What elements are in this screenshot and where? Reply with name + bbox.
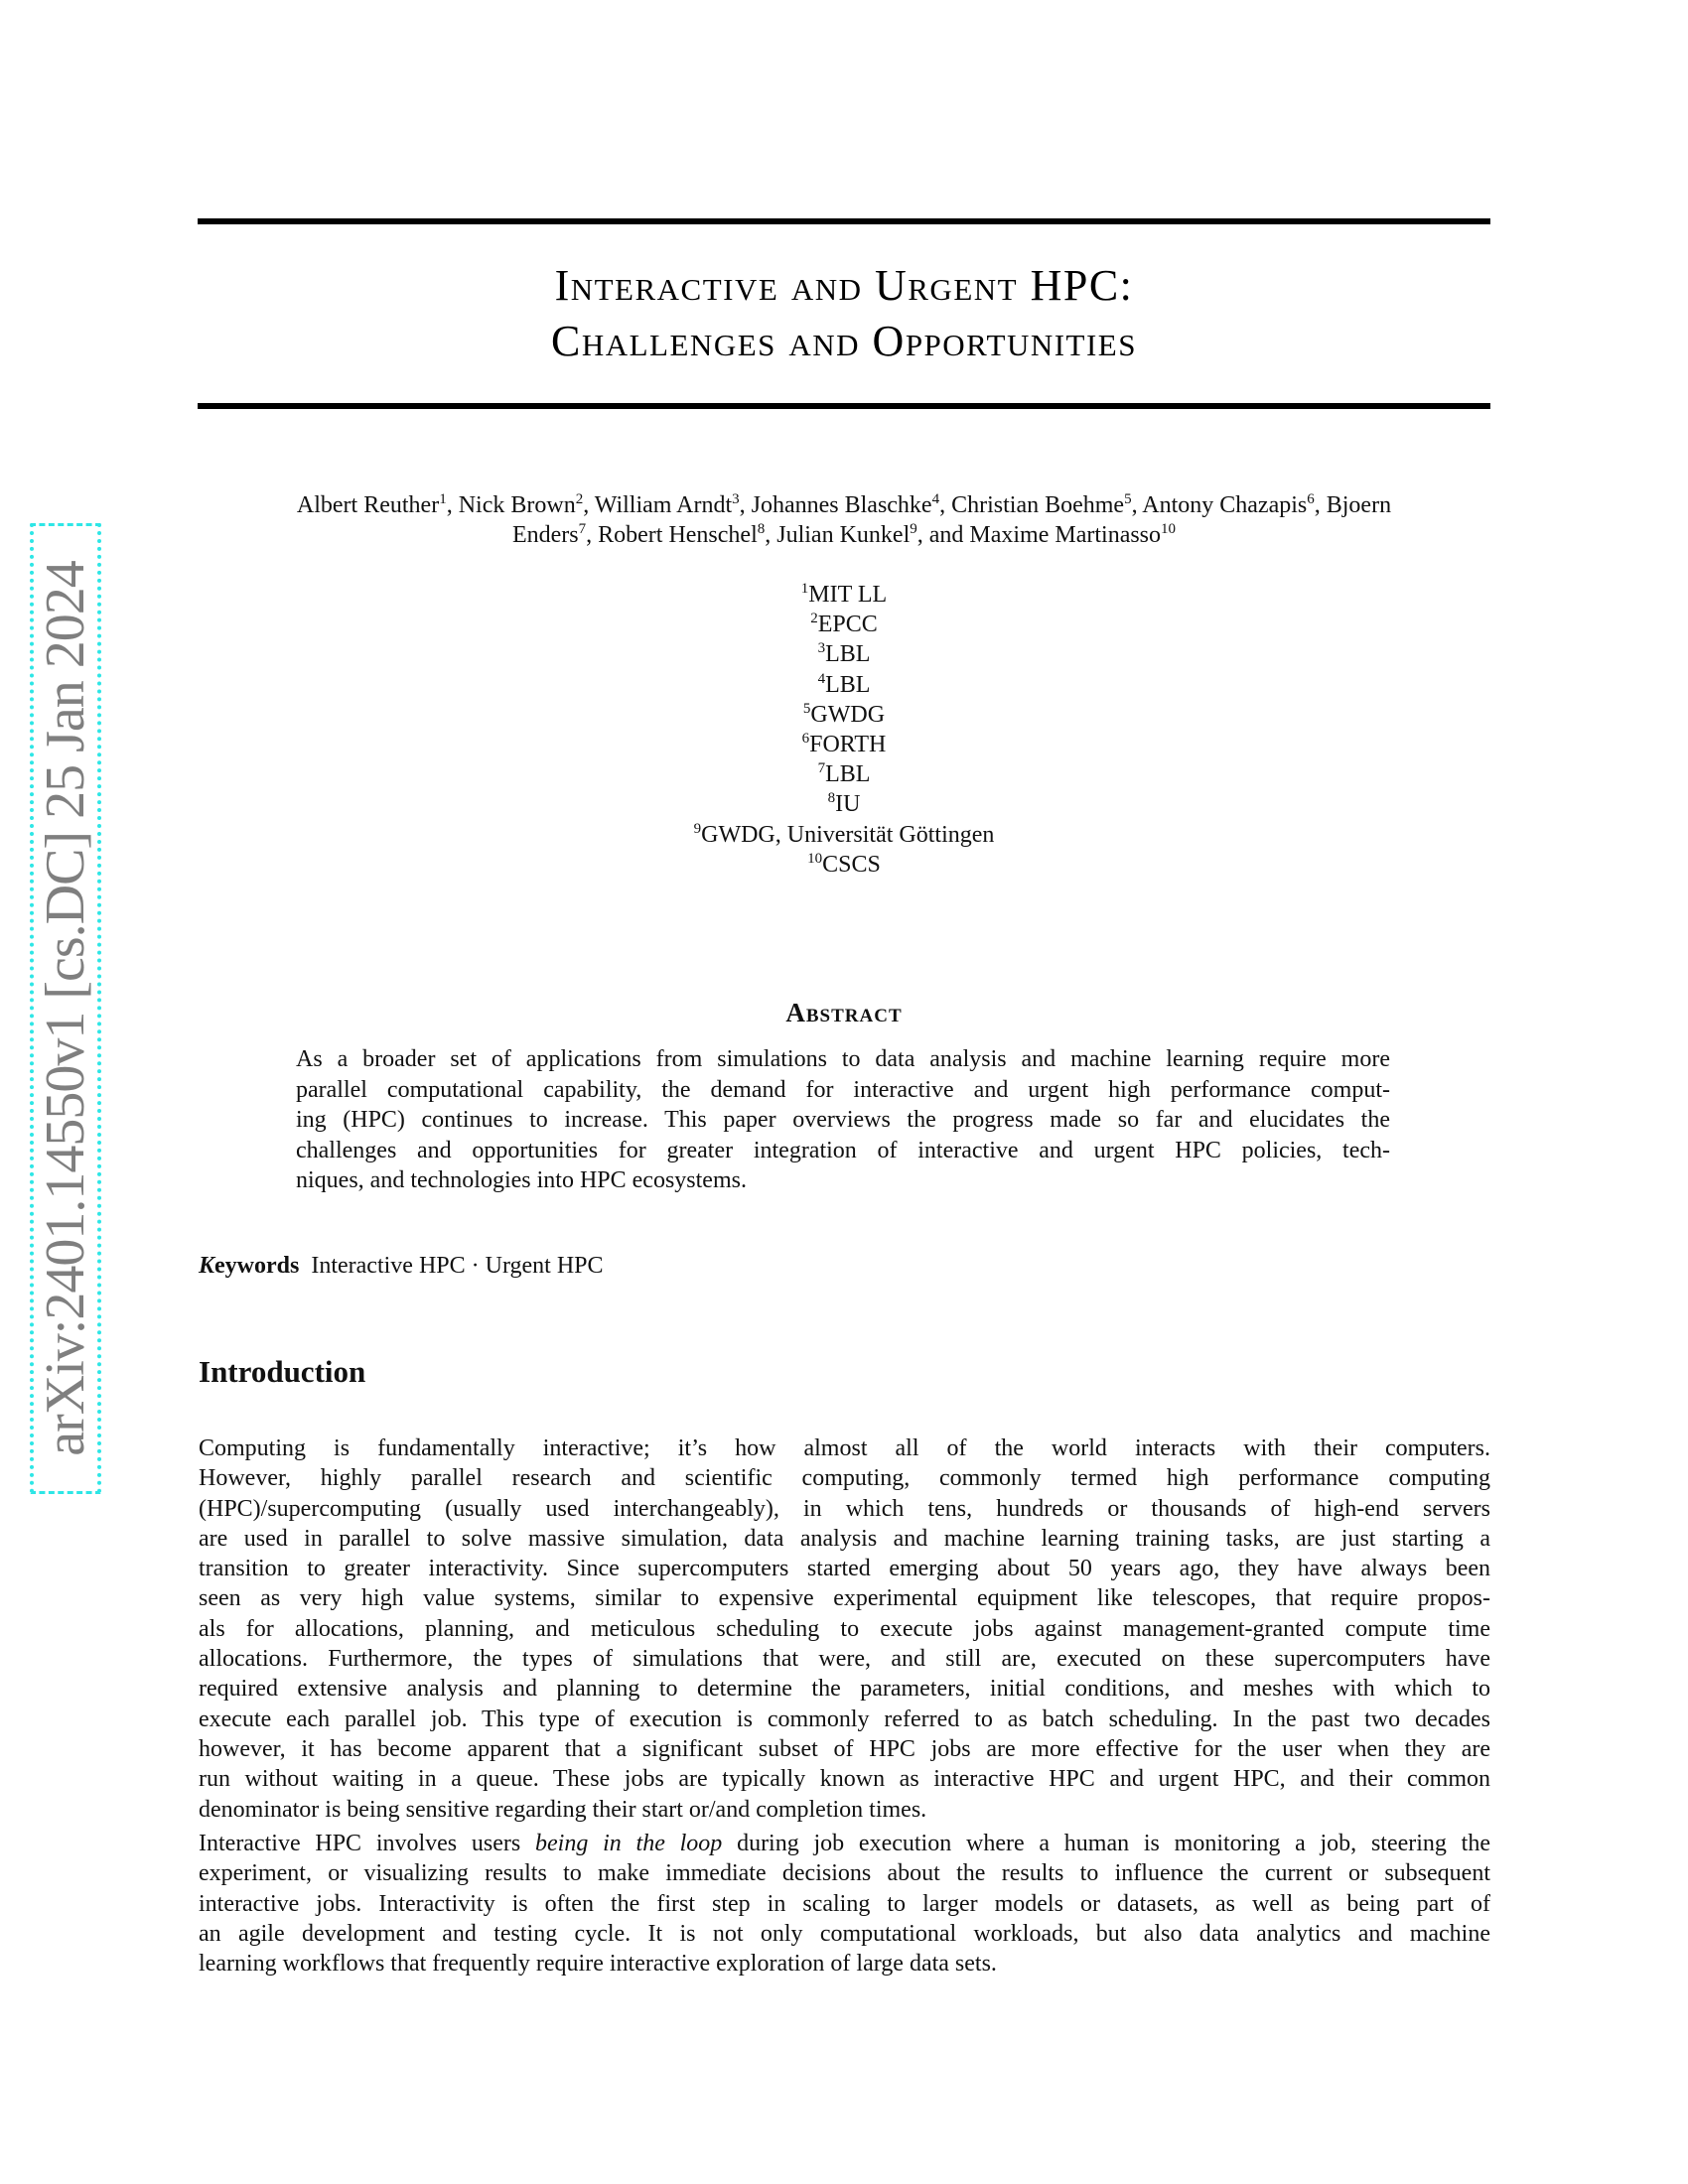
- affiliation-name: GWDG: [810, 701, 886, 728]
- text-line: als for allocations, planning, and meticulous scheduling to execute jobs against management-granted compute time: [199, 1615, 1490, 1642]
- author-conjunction: and: [928, 522, 964, 548]
- author-affiliation-mark: 3: [732, 491, 740, 507]
- author-name: Robert Henschel: [598, 522, 758, 548]
- author-name: Christian Boehme: [951, 492, 1125, 518]
- keywords-list: Interactive HPC · Urgent HPC: [311, 1253, 604, 1279]
- author-name: Julian Kunkel: [776, 522, 911, 548]
- abstract-body: [296, 1044, 1390, 1196]
- affiliation-item: [198, 670, 1490, 700]
- text-line: [199, 1829, 1490, 1858]
- author-name: Albert Reuther: [296, 492, 440, 518]
- abstract-heading: Abstract: [785, 998, 903, 1027]
- intro-paragraph-2: [199, 1829, 1490, 1979]
- text-line: Computing is fundamentally interactive; it’s how almost all of the world interacts with their computers.: [199, 1435, 1490, 1461]
- author-name: Nick Brown: [458, 492, 576, 518]
- text-line: learning workflows that frequently require interactive exploration of large data sets.: [199, 1951, 997, 1978]
- author-affiliation-mark: 8: [757, 521, 766, 537]
- abstract-line: challenges and opportunities for greater integration of interactive and urgent HPC policies, tech-: [296, 1137, 1390, 1163]
- author-affiliation-mark: 2: [575, 491, 584, 507]
- text-line: However, highly parallel research and scientific computing, commonly termed high performance computing: [199, 1465, 1490, 1492]
- affiliation-number: 4: [817, 670, 826, 687]
- affiliation-item: [198, 580, 1490, 610]
- affiliation-item: [198, 610, 1490, 639]
- text-line: execute each parallel job. This type of execution is commonly referred to as batch scheduling. In the past two decades: [199, 1706, 1490, 1732]
- paper-title-line-1: Interactive and Urgent HPC:: [554, 261, 1134, 310]
- affiliation-name: GWDG, Universität Göttingen: [701, 821, 995, 848]
- affiliation-number: 9: [693, 820, 702, 837]
- text-line: interactive jobs. Interactivity is often the first step in scaling to larger models or datasets, as well as being part of: [199, 1890, 1490, 1917]
- text-line: (HPC)/supercomputing (usually used interchangeably), in which tens, hundreds or thousands of high-end servers: [199, 1495, 1490, 1522]
- affiliation-name: IU: [835, 791, 861, 818]
- affiliation-number: 5: [802, 700, 811, 717]
- affiliation-name: CSCS: [822, 851, 881, 878]
- affiliation-name: FORTH: [809, 732, 887, 758]
- affiliation-list: [198, 580, 1490, 880]
- author-affiliation-mark: 10: [1161, 521, 1177, 537]
- affiliation-name: LBL: [825, 761, 871, 788]
- keywords-label-rest: eywords: [214, 1253, 300, 1279]
- author-name-part: Bjoern: [1326, 492, 1392, 518]
- author-line-1: Albert Reuther$^1$, Nick Brown$^2$, William Arndt$^3$, Johannes Blaschke$^4$, Christian Boehme$^5$, Antony Chazapis$^6$, Bjoern: [296, 491, 1392, 518]
- intro-paragraph-1: [199, 1433, 1490, 1825]
- emphasized-phrase: being in the loop: [535, 1831, 723, 1856]
- text-line: are used in parallel to solve massive simulation, data analysis and machine learning training tasks, are just starting a: [199, 1525, 1490, 1552]
- affiliation-number: 10: [807, 850, 823, 867]
- affiliation-number: 1: [800, 581, 809, 597]
- abstract-line: As a broader set of applications from simulations to data analysis and machine learning require more: [296, 1046, 1390, 1072]
- paper-title-line-2: Challenges and Opportunities: [551, 317, 1137, 365]
- affiliation-item: [198, 820, 1490, 850]
- text-line: however, it has become apparent that a significant subset of HPC jobs are more effective for the user when they are: [199, 1735, 1490, 1762]
- keywords-label: [199, 1253, 299, 1279]
- author-line-2: Enders$^7$, Robert Henschel$^8$, Julian Kunkel$^9$, and Maxime Martinasso$^{10}$: [511, 521, 1177, 548]
- title-bottom-rule: [198, 403, 1490, 409]
- text-line: run without waiting in a queue. These jobs are typically known as interactive HPC and urgent HPC, and their common: [199, 1766, 1490, 1793]
- text-line: an agile development and testing cycle. It is not only computational workloads, but also data analytics and machine: [199, 1920, 1490, 1947]
- affiliation-name: LBL: [825, 671, 871, 698]
- title-top-rule: [198, 218, 1490, 224]
- text-run: Interactive HPC involves users: [199, 1831, 536, 1856]
- keywords: [199, 1251, 604, 1281]
- affiliation-name: MIT LL: [808, 582, 888, 608]
- author-affiliation-mark: 4: [931, 491, 940, 507]
- author-name: Johannes Blaschke: [751, 492, 932, 518]
- section-heading-introduction: Introduction: [199, 1354, 366, 1389]
- affiliation-number: 6: [801, 731, 810, 748]
- text-line: allocations. Furthermore, the types of simulations that were, and still are, executed on these supercomputers have: [199, 1646, 1490, 1673]
- abstract-line: ing (HPC) continues to increase. This paper overviews the progress made so far and elucidates the: [296, 1107, 1390, 1133]
- author-affiliation-mark: 1: [439, 491, 447, 507]
- affiliation-item: [198, 850, 1490, 880]
- author-name-part: Enders: [511, 522, 579, 548]
- keywords-label-initial: K: [199, 1253, 215, 1279]
- affiliation-number: 7: [817, 760, 826, 777]
- author-affiliation-mark: 5: [1124, 491, 1132, 507]
- affiliation-item: [198, 730, 1490, 759]
- affiliation-name: EPCC: [817, 612, 878, 638]
- abstract-line: niques, and technologies into HPC ecosystems.: [296, 1167, 747, 1193]
- author-name: William Arndt: [594, 492, 733, 518]
- affiliation-item: [198, 759, 1490, 789]
- affiliation-name: LBL: [825, 641, 871, 668]
- author-name: Maxime Martinasso: [969, 522, 1162, 548]
- text-line: denominator is being sensitive regarding their start or/and completion times.: [199, 1796, 927, 1823]
- text-line: seen as very high value systems, similar to expensive experimental equipment like telescopes, that require propos-: [199, 1585, 1490, 1612]
- arxiv-identifier-text: arXiv:2401.14550v1 [cs.DC] 25 Jan 2024: [35, 561, 96, 1456]
- affiliation-number: 2: [810, 611, 818, 627]
- author-list: [198, 490, 1490, 550]
- affiliation-item: [198, 700, 1490, 730]
- affiliation-number: 3: [817, 640, 826, 657]
- author-name: Antony Chazapis: [1142, 492, 1308, 518]
- text-run: during job execution where a human is monitoring a job, steering the: [722, 1831, 1491, 1856]
- affiliation-item: [198, 639, 1490, 669]
- author-affiliation-mark: 6: [1307, 491, 1315, 507]
- author-affiliation-mark: 7: [578, 521, 587, 537]
- affiliation-item: [198, 789, 1490, 819]
- author-affiliation-mark: 9: [910, 521, 917, 537]
- abstract-line: parallel computational capability, the demand for interactive and urgent high performance comput-: [296, 1076, 1390, 1103]
- text-line: transition to greater interactivity. Since supercomputers started emerging about 50 years ago, they have always been: [199, 1556, 1490, 1582]
- affiliation-number: 8: [827, 790, 836, 807]
- text-line: experiment, or visualizing results to make immediate decisions about the results to influence the current or subsequent: [199, 1860, 1490, 1887]
- text-line: required extensive analysis and planning to determine the parameters, initial conditions, and meshes with which to: [199, 1676, 1490, 1703]
- arxiv-identifier-stamp: [30, 523, 101, 1494]
